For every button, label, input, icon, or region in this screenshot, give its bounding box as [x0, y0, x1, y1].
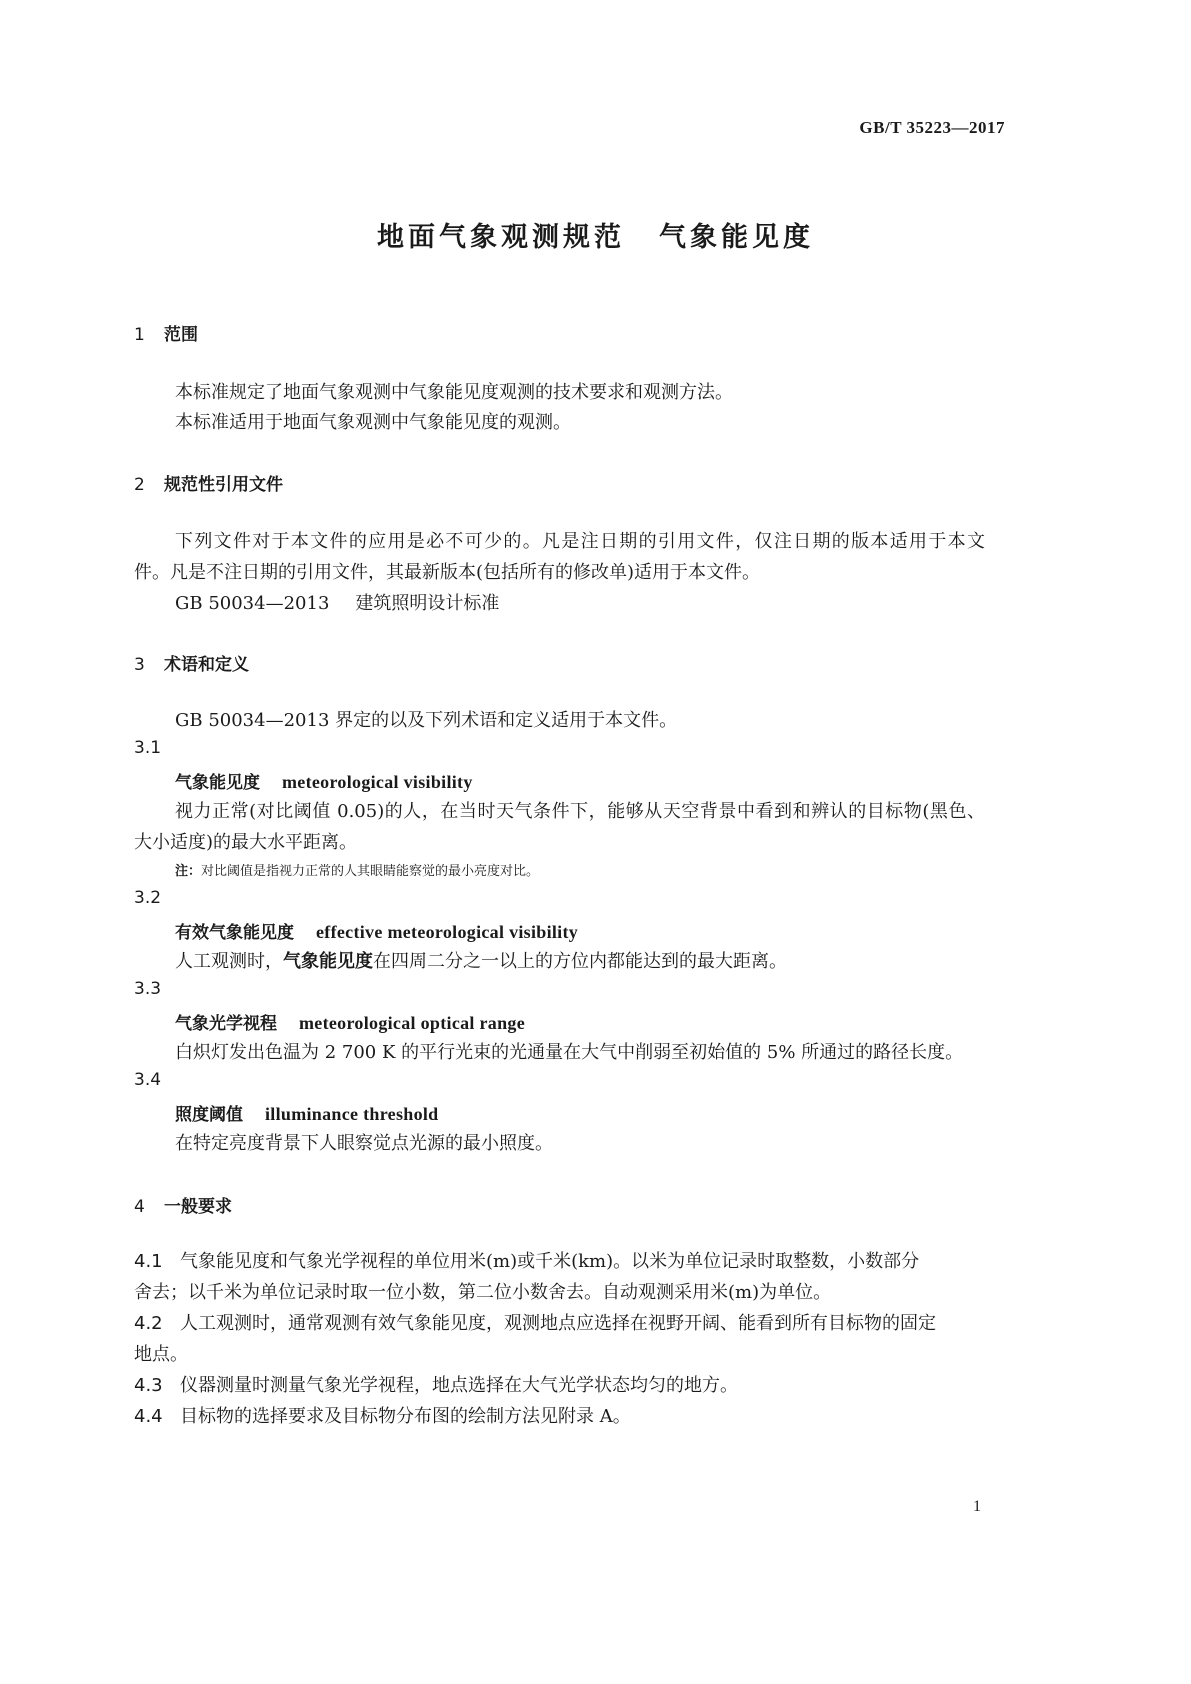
- section-number: 3: [134, 655, 145, 675]
- page-number: 1: [973, 1498, 981, 1515]
- clause-4-2-line-2: 地点。: [134, 1344, 188, 1365]
- definition-part: 人工观测时，: [175, 951, 283, 972]
- term-definition: 在特定亮度背景下人眼察觉点光源的最小照度。: [175, 1133, 553, 1154]
- term-number: 3.2: [134, 888, 162, 908]
- section-2-heading: [134, 470, 283, 495]
- term-en: effective meteorological visibility: [316, 922, 579, 942]
- term-number: 3.3: [134, 979, 162, 999]
- section-number: 1: [134, 325, 145, 345]
- section-title: 规范性引用文件: [164, 475, 283, 495]
- title-part-2: 气象能见度: [659, 222, 814, 253]
- normative-reference: [175, 589, 499, 615]
- section-title: 一般要求: [164, 1197, 232, 1217]
- term-definition-line-1: 视力正常(对比阈值 0.05)的人，在当时天气条件下，能够从天空背景中看到和辨认的目标物(黑色、: [175, 801, 985, 822]
- standard-number: GB/T 35223—2017: [859, 118, 1005, 137]
- section-title: 术语和定义: [164, 655, 249, 675]
- section-2-paragraph-line-1: 下列文件对于本文件的应用是必不可少的。凡是注日期的引用文件，仅注日期的版本适用于本文: [175, 531, 985, 552]
- clause-number: 4.4: [134, 1406, 163, 1427]
- clause-text: 仪器测量时测量气象光学视程，地点选择在大气光学状态均匀的地方。: [180, 1375, 738, 1396]
- clause-number: 4.1: [134, 1251, 163, 1272]
- term-zh: 气象能见度: [175, 773, 260, 793]
- clause-text: 气象能见度和气象光学视程的单位用米(m)或千米(km)。以米为单位记录时取整数，小数部分: [180, 1251, 920, 1272]
- clause-4-2-line-1: [134, 1309, 936, 1335]
- term-number: 3.1: [134, 738, 162, 758]
- term-number: 3.4: [134, 1070, 162, 1090]
- definition-part: 在四周二分之一以上的方位内都能达到的最大距离。: [373, 951, 787, 972]
- document-title: [0, 215, 1191, 254]
- term-zh: 照度阈值: [175, 1105, 243, 1125]
- clause-4-4: [134, 1402, 631, 1428]
- section-1-heading: [134, 320, 198, 345]
- clause-4-1-line-2: 舍去；以千米为单位记录时取一位小数，第二位小数舍去。自动观测采用米(m)为单位。: [134, 1282, 832, 1303]
- section-4-heading: [134, 1192, 232, 1217]
- note-text: 对比阈值是指视力正常的人其眼睛能察觉的最小亮度对比。: [201, 864, 540, 879]
- reference-title: 建筑照明设计标准: [355, 593, 500, 614]
- clause-text: 人工观测时，通常观测有效气象能见度，观测地点应选择在视野开阔、能看到所有目标物的固定: [180, 1313, 936, 1334]
- section-3-intro: GB 50034—2013 界定的以及下列术语和定义适用于本文件。: [175, 710, 678, 731]
- section-title: 范围: [164, 325, 198, 345]
- term-zh: 有效气象能见度: [175, 923, 294, 943]
- reference-code: GB 50034—2013: [175, 593, 330, 614]
- section-3-heading: [134, 650, 249, 675]
- title-part-1: 地面气象观测规范: [377, 222, 625, 253]
- clause-text: 目标物的选择要求及目标物分布图的绘制方法见附录 A。: [180, 1406, 631, 1427]
- section-1-paragraph-2: 本标准适用于地面气象观测中气象能见度的观测。: [175, 412, 571, 433]
- term-heading: [175, 918, 578, 943]
- clause-number: 4.3: [134, 1375, 163, 1396]
- definition-term-reference: 气象能见度: [283, 951, 373, 972]
- term-heading: [175, 768, 473, 793]
- term-note: [175, 860, 539, 879]
- term-definition-line-2: 大小适度)的最大水平距离。: [134, 832, 358, 853]
- section-1-paragraph-1: 本标准规定了地面气象观测中气象能见度观测的技术要求和观测方法。: [175, 382, 733, 403]
- clause-4-1-line-1: [134, 1247, 992, 1273]
- clause-number: 4.2: [134, 1313, 163, 1334]
- term-heading: [175, 1009, 525, 1034]
- term-definition: 白炽灯发出色温为 2 700 K 的平行光束的光通量在大气中削弱至初始值的 5% 所通过的路径长度。: [175, 1042, 964, 1063]
- clause-4-3: [134, 1371, 738, 1397]
- term-heading: [175, 1100, 439, 1125]
- section-number: 2: [134, 475, 145, 495]
- section-number: 4: [134, 1197, 145, 1217]
- term-definition: [175, 947, 787, 973]
- note-label: 注：: [175, 864, 202, 879]
- term-en: meteorological visibility: [282, 772, 473, 792]
- term-zh: 气象光学视程: [175, 1014, 277, 1034]
- section-2-paragraph-line-2: 件。凡是不注日期的引用文件，其最新版本(包括所有的修改单)适用于本文件。: [134, 562, 761, 583]
- term-en: illuminance threshold: [265, 1104, 439, 1124]
- term-en: meteorological optical range: [299, 1013, 526, 1033]
